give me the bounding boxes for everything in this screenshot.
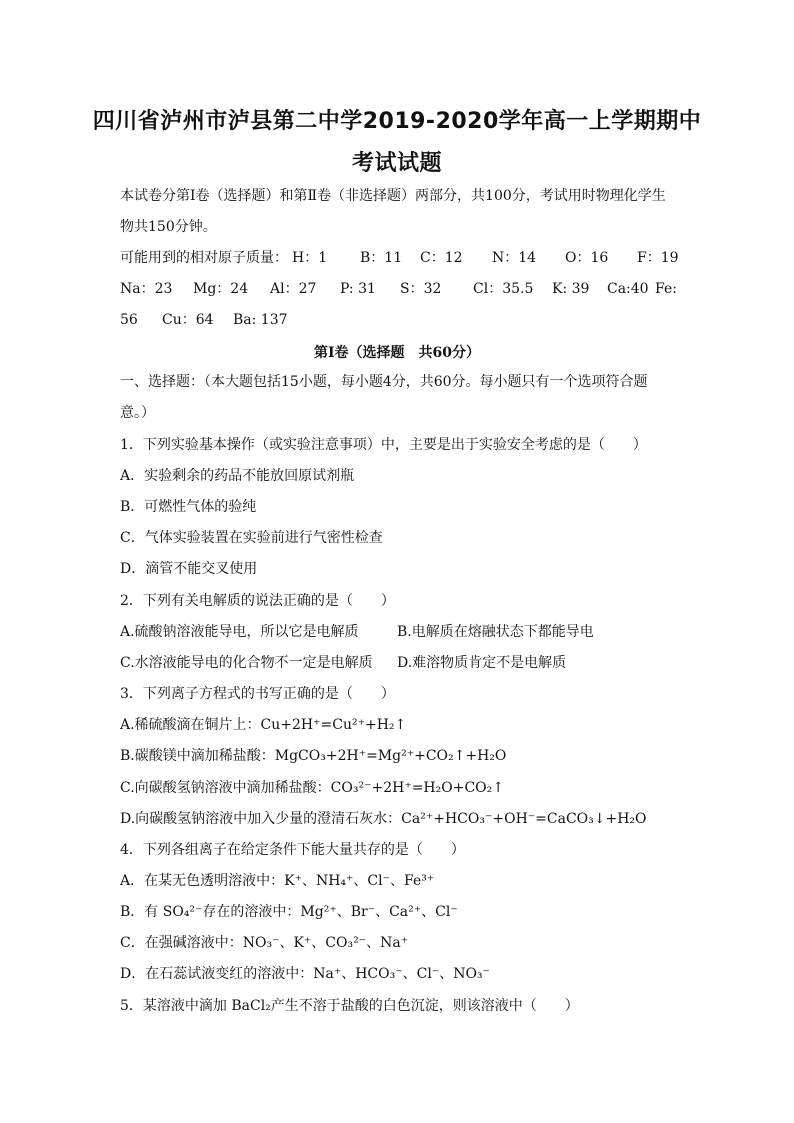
atomic-mass-item: O：16 — [565, 250, 609, 266]
atomic-mass-item: C：12 — [420, 250, 463, 266]
atomic-mass-item: F：19 — [637, 250, 679, 266]
exam-title-line1: 四川省泸州市泸县第二中学2019-2020学年高一上学期期中 — [92, 109, 702, 134]
question-option: D．滴管不能交叉使用 — [120, 561, 258, 577]
question-stem: 5．某溶液中滴加 BaCl₂产生不溶于盐酸的白色沉淀，则该溶液中（ ） — [120, 998, 579, 1014]
atomic-mass-item: 56 — [120, 312, 138, 328]
atomic-mass-item: Cu：64 — [162, 312, 214, 328]
atomic-mass-item: B：11 — [360, 250, 403, 266]
atomic-mass-item: Cl：35.5 — [473, 281, 534, 297]
question-option: B．有 SO₄²⁻存在的溶液中：Mg²⁺、Br⁻、Ca²⁺、Cl⁻ — [120, 904, 458, 920]
atomic-mass-item: Na：23 — [120, 281, 173, 297]
question-stem: 1．下列实验基本操作（或实验注意事项）中，主要是出于实验安全考虑的是（ ） — [120, 437, 647, 453]
section-title: 第Ⅰ卷（选择题 共60分） — [313, 345, 481, 361]
exam-title-line2: 考试试题 — [351, 151, 442, 176]
question-option: C．气体实验装置在实验前进行气密性检查 — [120, 530, 383, 546]
atomic-mass-item: S：32 — [400, 281, 442, 297]
atomic-mass-item: Mg：24 — [193, 281, 249, 297]
atomic-mass-item: Ba: 137 — [233, 312, 288, 328]
question-option: B．可燃性气体的验纯 — [120, 499, 257, 515]
question-option: C.向碳酸氢钠溶液中滴加稀盐酸：CO₃²⁻+2H⁺=H₂O+CO₂↑ — [120, 780, 504, 796]
atomic-mass-label: 可能用到的相对原子质量： — [120, 250, 288, 266]
atomic-mass-item: Al：27 — [270, 281, 317, 297]
question-option: A．在某无色透明溶液中：K⁺、NH₄⁺、Cl⁻、Fe³⁺ — [120, 873, 435, 889]
question-stem: 4．下列各组离子在给定条件下能大量共存的是（ ） — [120, 842, 465, 858]
atomic-mass-item: K: 39 — [552, 281, 590, 297]
atomic-mass-item: P: 31 — [340, 281, 376, 297]
question-option: A．实验剩余的药品不能放回原试剂瓶 — [120, 468, 355, 484]
atomic-mass-item: N：14 — [492, 250, 537, 266]
atomic-mass-item: H：1 — [292, 250, 328, 266]
section-intro-line2: 意。） — [120, 405, 155, 421]
intro-line1: 本试卷分第Ⅰ卷（选择题）和第Ⅱ卷（非选择题）两部分，共100分，考试用时物理化学生 — [120, 188, 666, 204]
question-option: A.硫酸钠溶液能导电，所以它是电解质 — [120, 624, 359, 640]
question-option: B.电解质在熔融状态下都能导电 — [397, 624, 594, 640]
atomic-mass-item: Fe: — [655, 281, 677, 297]
question-option: C.水溶液能导电的化合物不一定是电解质 — [120, 655, 373, 671]
question-option: D．在石蕊试液变红的溶液中：Na⁺、HCO₃⁻、Cl⁻、NO₃⁻ — [120, 966, 490, 982]
intro-line2: 物共150分钟。 — [120, 219, 217, 235]
question-stem: 3．下列离子方程式的书写正确的是（ ） — [120, 686, 395, 702]
section-intro-line1: 一、选择题：（本大题包括15小题，每小题4分，共60分。每小题只有一个选项符合题 — [120, 374, 648, 390]
question-option: B.碳酸镁中滴加稀盐酸：MgCO₃+2H⁺=Mg²⁺+CO₂↑+H₂O — [120, 748, 507, 764]
question-option: A.稀硫酸滴在铜片上：Cu+2H⁺=Cu²⁺+H₂↑ — [120, 717, 407, 733]
question-option: D.向碳酸氢钠溶液中加入少量的澄清石灰水：Ca²⁺+HCO₃⁻+OH⁻=CaCO₃↓+H₂O — [120, 811, 647, 827]
question-option: D.难溶物质肯定不是电解质 — [397, 655, 567, 671]
atomic-mass-item: Ca:40 — [607, 281, 649, 297]
question-option: C．在强碱溶液中：NO₃⁻、K⁺、CO₃²⁻、Na⁺ — [120, 935, 409, 951]
question-stem: 2．下列有关电解质的说法正确的是（ ） — [120, 593, 395, 609]
